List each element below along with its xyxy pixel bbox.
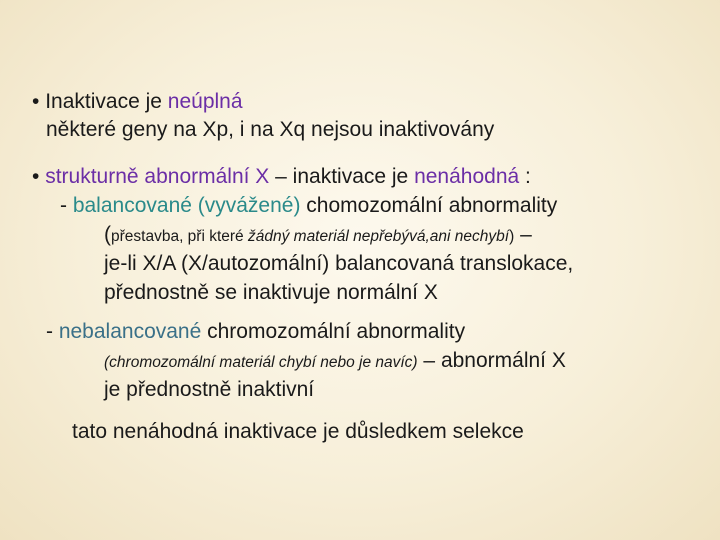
unbalanced-tail: – abnormální X (417, 349, 566, 372)
paren-normal: přestavba, při které (111, 228, 248, 245)
balanced-line-3: přednostně se inaktivuje normální X (104, 281, 438, 304)
conclusion: tato nenáhodná inaktivace je důsledkem selekce (72, 420, 524, 443)
bullet-2-colon: : (519, 165, 531, 188)
bullet-2-line (32, 165, 531, 189)
unbalanced-line (46, 320, 465, 344)
bullet-1-line (32, 90, 243, 114)
bullet-marker: • (32, 90, 40, 113)
bullet-1-prefix: Inaktivace je (45, 90, 168, 113)
bullet-1-subline: některé geny na Xp, i na Xq nejsou inaktivovány (46, 118, 495, 141)
balanced-term: balancované (vyvážené) (72, 194, 301, 217)
balanced-line (60, 194, 557, 218)
bullet-1-highlight: neúplná (167, 90, 243, 113)
balanced-rest: chomozomální abnormality (300, 194, 558, 217)
bullet-2-dash: – (269, 165, 293, 188)
bullet-2-highlight-2: nenáhodná (414, 165, 520, 188)
paren-close: ) (509, 228, 515, 245)
balanced-line-2: je-li X/A (X/autozomální) balancovaná translokace, (104, 252, 574, 275)
unbalanced-lead: - (46, 320, 59, 343)
bullet-2-highlight: strukturně abnormální X (45, 165, 270, 188)
unbalanced-rest: chromozomální abnormality (201, 320, 466, 343)
bullet-marker: • (32, 165, 40, 188)
paren-dash: – (514, 223, 532, 246)
balanced-paren-line (104, 223, 532, 249)
unbalanced-line-2: je přednostně inaktivní (104, 378, 315, 401)
unbalanced-paren-line (104, 349, 566, 375)
unbalanced-term: nebalancované (58, 320, 202, 343)
paren-italic: žádný materiál nepřebývá,ani nechybí (247, 228, 510, 245)
unbalanced-paren: (chromozomální materiál chybí nebo je navíc) (104, 354, 418, 371)
paren-open: ( (104, 223, 111, 246)
bullet-2-text: inaktivace je (292, 165, 415, 188)
balanced-lead: - (60, 194, 73, 217)
